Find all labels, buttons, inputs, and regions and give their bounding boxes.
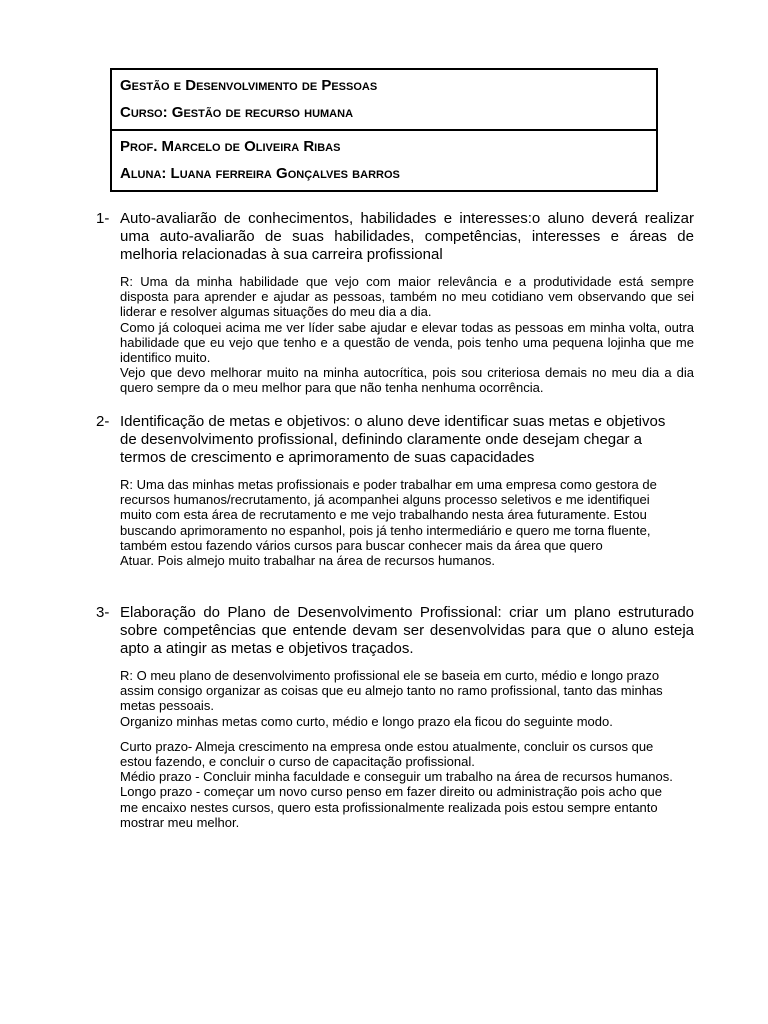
item-answer [120, 668, 682, 830]
item-question: Elaboração do Plano de Desenvolvimento Profissional: criar um plano estruturado sobre competências que entende devam ser desenvolvidas para que o aluno esteja apto a atingir as metas e objetivos traçados. [120, 604, 694, 657]
answer-paragraph: Curto prazo- Almeja crescimento na empresa onde estou atualmente, concluir os cursos que estou fazendo, e concluir o curso de capacitação profissional. [120, 738, 654, 770]
item-answer [120, 477, 668, 568]
item-number: 1- [96, 210, 110, 227]
item-question: Auto-avaliarão de conhecimentos, habilidades e interesses:o aluno deverá realizar uma auto-avaliarão de suas habilidades, competências, interesses e áreas de melhoria relacionadas à sua carreira profissional [120, 210, 694, 263]
item-question: Identificação de metas e objetivos: o aluno deve identificar suas metas e objetivos de desenvolvimento profissional, definindo claramente onde desejam chegar a termos de crescimento e aprimoramento de suas capacidades [120, 413, 666, 466]
answer-paragraph: Longo prazo - começar um novo curso penso em fazer direito ou administração pois acho que me encaixo nestes cursos, quero esta profissionalmente realizada pois estou sempre entanto mostrar meu melhor. [120, 784, 662, 830]
item-number: 2- [96, 413, 110, 430]
header-title: Gestão e Desenvolvimento de Pessoas [120, 77, 378, 94]
answer-paragraph: Organizo minhas metas como curto, médio e longo prazo ela ficou do seguinte modo. [120, 713, 613, 729]
header-table [110, 68, 658, 192]
answer-paragraph: R: O meu plano de desenvolvimento profissional ele se baseia em curto, médio e longo prazo assim consigo organizar as coisas que eu almejo tanto no ramo profissional, tanto das minhas metas pessoais. [120, 668, 663, 714]
item-number: 3- [96, 604, 110, 621]
list-item-3 [96, 604, 694, 830]
answer-paragraph: Vejo que devo melhorar muito na minha autocrítica, pois sou criteriosa demais no meu dia a dia quero sempre da o meu melhor para que não tenha nenhuma ocorrência. [120, 365, 694, 396]
answer-paragraph: R: Uma das minhas metas profissionais e poder trabalhar em uma empresa como gestora de recursos humanos/recrutamento, já acompanhei alguns processo seletivos e me identifiquei muito com esta área de recrutamento e me vejo trabalhando nesta área futuramente. Estou buscando aprimoramento no espanhol, pois já tenho intermediário e quero me torna fluente, também estou fazendo vários cursos para buscar conhecer mais da área que quero [120, 477, 657, 553]
list-item-1 [96, 210, 694, 396]
paragraph-gap [120, 729, 682, 739]
answer-paragraph: Como já coloquei acima me ver líder sabe ajudar e elevar todas as pessoas em minha volta, outra habilidade que eu vejo que tenho e a questão de venda, pois tenho uma pequena lojinha que me identifico muito. [120, 319, 694, 366]
item-answer [120, 274, 694, 396]
header-professor: Prof. Marcelo de Oliveira Ribas [120, 138, 341, 155]
answer-paragraph: R: Uma da minha habilidade que vejo com maior relevância e a produtividade está sempre disposta para aprender e ajudar as pessoas, também no meu cotidiano vem observando que sei liderar e resolver algumas situações do meu dia a dia. [120, 274, 694, 320]
answer-paragraph: Atuar. Pois almejo muito trabalhar na área de recursos humanos. [120, 553, 496, 569]
header-section-people [112, 129, 656, 190]
answer-paragraph: Médio prazo - Concluir minha faculdade e conseguir um trabalho na área de recursos humanos. [120, 769, 673, 785]
header-course: Curso: Gestão de recurso humana [120, 104, 354, 121]
header-section-course [112, 70, 656, 129]
header-student: Aluna: Luana ferreira Gonçalves barros [120, 165, 400, 182]
list-item-2 [96, 413, 668, 568]
